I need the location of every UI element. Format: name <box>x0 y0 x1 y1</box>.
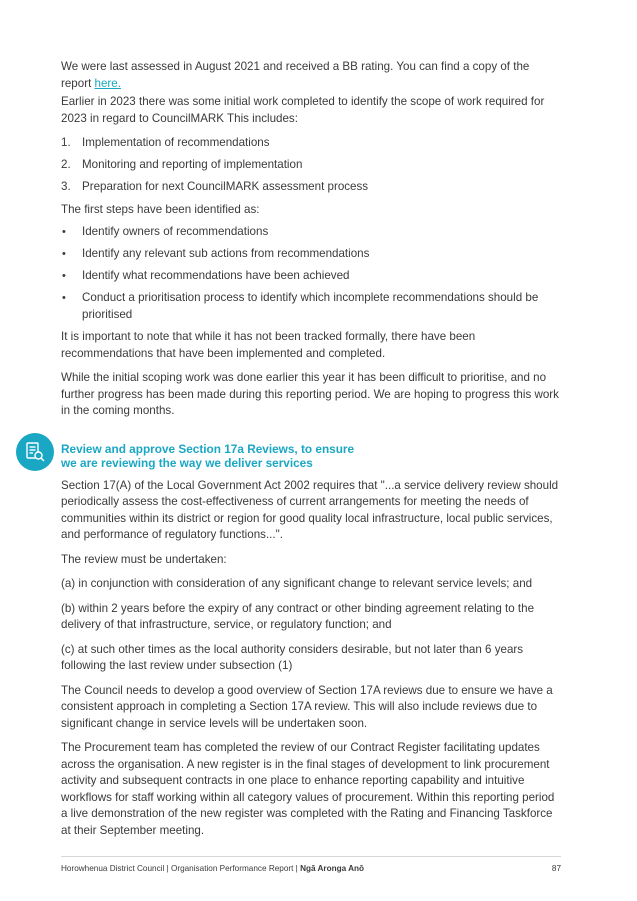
document-review-icon <box>16 433 54 471</box>
bullet-icon: • <box>62 226 66 238</box>
list-item: • Conduct a prioritisation process to identify which incomplete recommendations should be prioritised <box>62 291 539 321</box>
intro-paragraph-1 <box>61 59 561 92</box>
section-paragraph: (a) in conjunction with consideration of any significant change to relevant service levels; and <box>61 577 533 590</box>
footer-bold-text: Ngā Aronga Anō <box>300 864 365 873</box>
section-paragraph: (c) at such other times as the local authority considers desirable, but not later than 6 years following the last review under subsection (1) <box>61 642 524 672</box>
section-paragraph: The review must be undertaken: <box>61 552 227 566</box>
section-paragraph: Section 17(A) of the Local Government Act 2002 requires that "...a service delivery review should periodically assess the cost-effectiveness of current arrangements for meeting the needs of communities within its district or region for good quality local infrastructure, local public services, and performance of regulatory functions...". <box>61 478 559 541</box>
intro-paragraph-2: Earlier in 2023 there was some initial work completed to identify the scope of work required for 2023 in regard to CouncilMARK This includes: <box>61 95 545 125</box>
footer-divider <box>61 856 561 857</box>
section-paragraph: The Council needs to develop a good overview of Section 17A reviews due to ensure we have a consistent approach in completing a Section 17A review. This will also include reviews due to significant change in service levels will be undertaken soon. <box>61 683 553 730</box>
note-paragraph: It is important to note that while it has not been tracked formally, there have been recommendations that have been implemented and completed. <box>61 330 476 360</box>
bullet-icon: • <box>62 248 66 260</box>
bullet-icon: • <box>62 270 66 282</box>
report-link[interactable]: here. <box>94 76 121 90</box>
list-item: 2. Monitoring and reporting of implementation <box>61 158 303 171</box>
list-item: • Identify what recommendations have been achieved <box>61 268 561 285</box>
steps-list <box>61 224 561 323</box>
list-item: • Identify owners of recommendations <box>61 224 561 241</box>
scope-list <box>61 135 561 196</box>
list-item: • Identify any relevant sub actions from recommendations <box>61 246 561 263</box>
section-title: Review and approve Section 17a Reviews, to ensure we are reviewing the way we deliver services <box>61 441 355 470</box>
section-heading <box>61 442 561 470</box>
page-number: 87 <box>551 864 561 873</box>
list-item: 3. Preparation for next CouncilMARK assessment process <box>61 180 369 193</box>
scoping-paragraph: While the initial scoping work was done earlier this year it has been difficult to prioritise, and no further progress has been made during this reporting period. We are hoping to progress this work in the coming months. <box>61 371 559 417</box>
section-paragraph: The Procurement team has completed the review of our Contract Register facilitating updates across the organisation. A new register is in the final stages of development to link procurement activity and subsequent contracts in one place to enhance reporting capability and intuitive workflows for staff working within all category values of procurement. Within this reporting period a live demonstration of the new register was completed with the Rating and Financing Taskforce at their September meeting. <box>61 741 555 837</box>
intro-text: We were last assessed in August 2021 and received a BB rating. You can find a copy of the report <box>61 60 530 90</box>
first-steps-intro: The first steps have been identified as: <box>61 202 260 216</box>
list-item: 1. Implementation of recommendations <box>61 136 270 149</box>
page-content <box>61 59 561 847</box>
bullet-icon: • <box>62 292 66 304</box>
footer-text: Horowhenua District Council | Organisation Performance Report | <box>61 864 301 873</box>
section-paragraph: (b) within 2 years before the expiry of any contract or other binding agreement relating to the delivery of that infrastructure, service, or regulatory function; and <box>61 601 535 631</box>
footer <box>61 864 561 873</box>
